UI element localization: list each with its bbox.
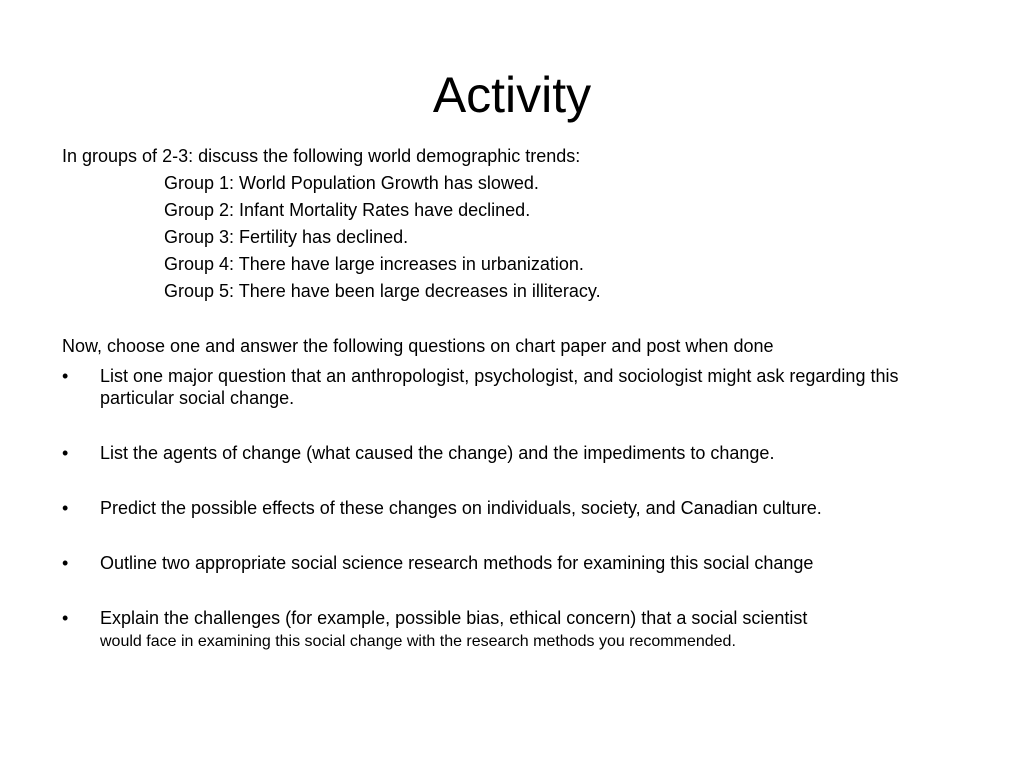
group-5-item: Group 5: There have been large decreases in illiteracy. <box>164 281 601 301</box>
question-item-research-methods <box>62 552 962 574</box>
question-text: Explain the challenges (for example, possible bias, ethical concern) that a social scientist <box>100 608 808 628</box>
question-text: Predict the possible effects of these changes on individuals, society, and Canadian culture. <box>100 498 822 518</box>
question-item-agents-of-change <box>62 442 962 464</box>
question-item-anthropology <box>62 365 962 409</box>
group-4-item: Group 4: There have large increases in urbanization. <box>164 254 584 274</box>
instruction-text: Now, choose one and answer the following questions on chart paper and post when done <box>62 336 774 356</box>
bullet-icon: • <box>62 608 69 628</box>
group-2-item: Group 2: Infant Mortality Rates have declined. <box>164 200 531 220</box>
slide-title: Activity <box>432 67 592 123</box>
question-item-predict-effects <box>62 497 962 519</box>
group-3-item: Group 3: Fertility has declined. <box>164 227 409 247</box>
question-text: List one major question that an anthropologist, psychologist, and sociologist might ask regarding this particular social change. <box>100 366 899 408</box>
bullet-icon: • <box>62 498 69 518</box>
question-text: Outline two appropriate social science research methods for examining this social change <box>100 553 814 573</box>
paragraph-spacer <box>62 305 962 333</box>
question-list <box>62 365 962 653</box>
question-text: List the agents of change (what caused the change) and the impediments to change. <box>100 443 775 463</box>
bullet-icon: • <box>62 443 69 463</box>
group-1-item: Group 1: World Population Growth has slowed. <box>164 173 539 193</box>
bullet-icon: • <box>62 366 69 386</box>
question-item-challenges <box>62 607 962 653</box>
question-text-continuation: would face in examining this social change with the research methods you recommended. <box>100 633 736 650</box>
slide-body <box>62 143 962 653</box>
intro-text: In groups of 2-3: discuss the following world demographic trends: <box>62 146 581 166</box>
bullet-icon: • <box>62 553 69 573</box>
